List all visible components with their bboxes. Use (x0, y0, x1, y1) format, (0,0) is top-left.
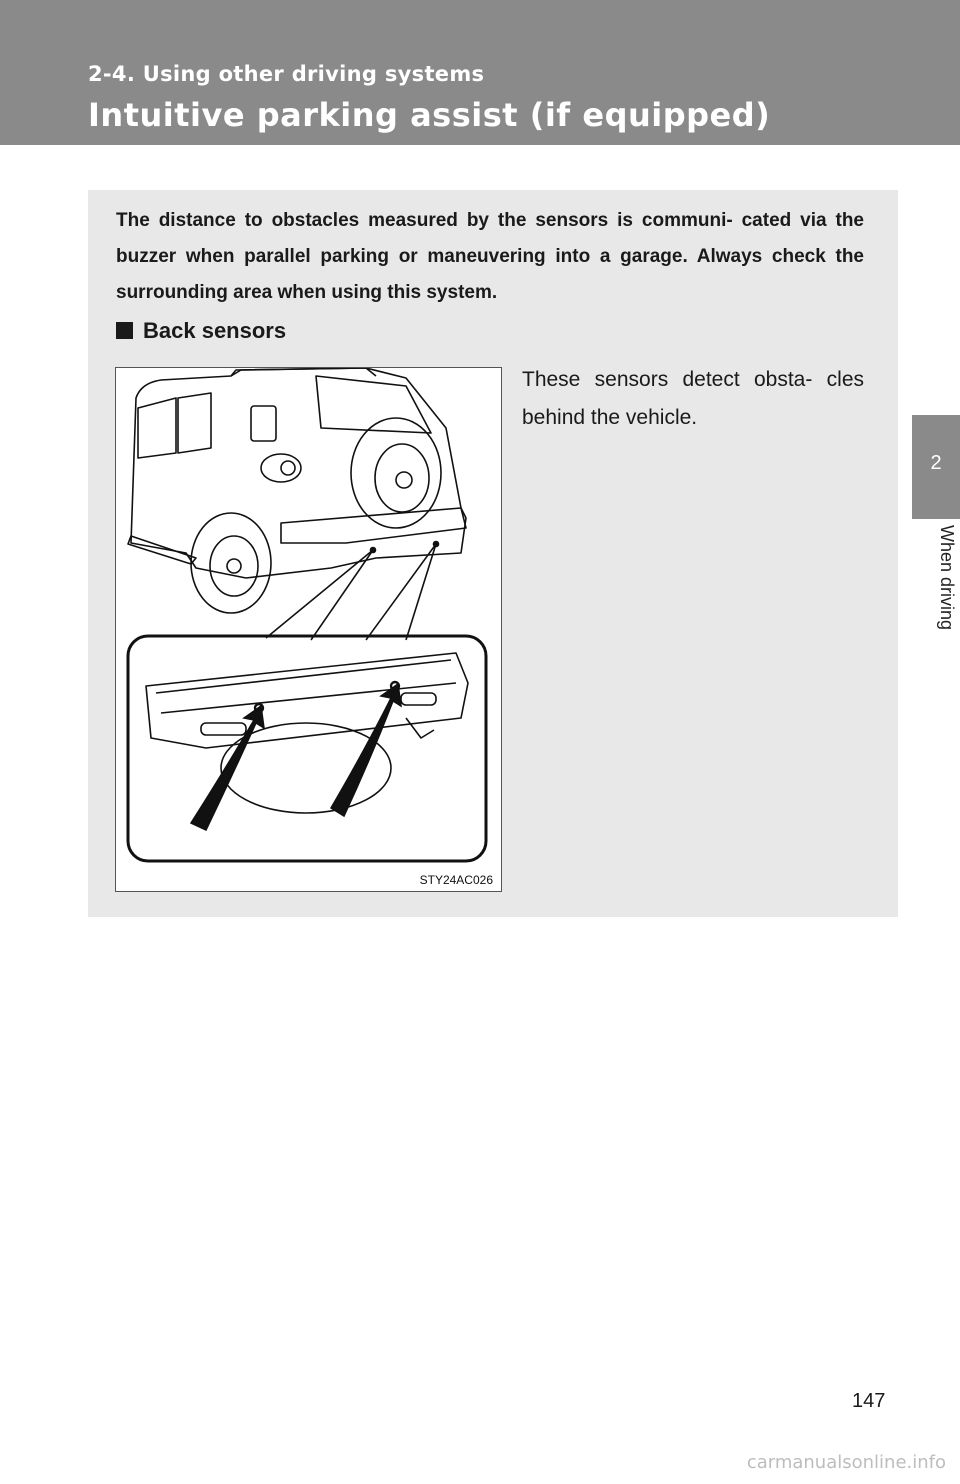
callout-line-3 (311, 550, 373, 640)
section-label: 2-4. Using other driving systems (88, 62, 485, 86)
reflector-left (201, 723, 246, 735)
rear-wheel (191, 513, 271, 613)
side-window (138, 398, 176, 458)
rear-wheel-hub (227, 559, 241, 573)
watermark: carmanualsonline.info (746, 1452, 946, 1473)
side-window-2 (178, 393, 211, 453)
page-title: Intuitive parking assist (if equipped) (88, 96, 771, 134)
page-number: 147 (852, 1390, 886, 1412)
subheading (116, 318, 286, 344)
vehicle-body (131, 368, 466, 578)
reflector-right (401, 693, 436, 705)
square-bullet-icon (116, 322, 133, 339)
rear-bumper (281, 508, 466, 543)
subheading-text: Back sensors (143, 318, 287, 343)
side-tab-spacer (912, 145, 960, 415)
chapter-number: 2 (930, 452, 942, 474)
chapter-label: When driving (937, 525, 957, 631)
description-paragraph: These sensors detect obsta- cles behind the vehicle. (522, 368, 864, 429)
arrow-right (331, 684, 401, 816)
spare-tire-rim (375, 444, 429, 512)
figure-code: STY24AC026 (419, 873, 493, 887)
vehicle-sensor-figure (115, 367, 502, 892)
roof-rail (231, 368, 376, 376)
spare-tire-hub (396, 472, 412, 488)
vehicle-illustration (116, 368, 501, 891)
rear-light-panel (251, 406, 276, 441)
side-step (128, 536, 196, 564)
magnified-view (128, 636, 486, 861)
magnified-bumper (146, 653, 468, 748)
intro-paragraph: The distance to obstacles measured by the sensors is communi- cated via the buzzer when parallel parking or maneuvering into a garage. Always check the surrounding area when using this system. (116, 210, 864, 303)
tail-light-inner (281, 461, 295, 475)
callout-line-1 (266, 550, 373, 638)
rear-wheel-rim (210, 536, 258, 596)
callout-line-4 (406, 544, 436, 640)
